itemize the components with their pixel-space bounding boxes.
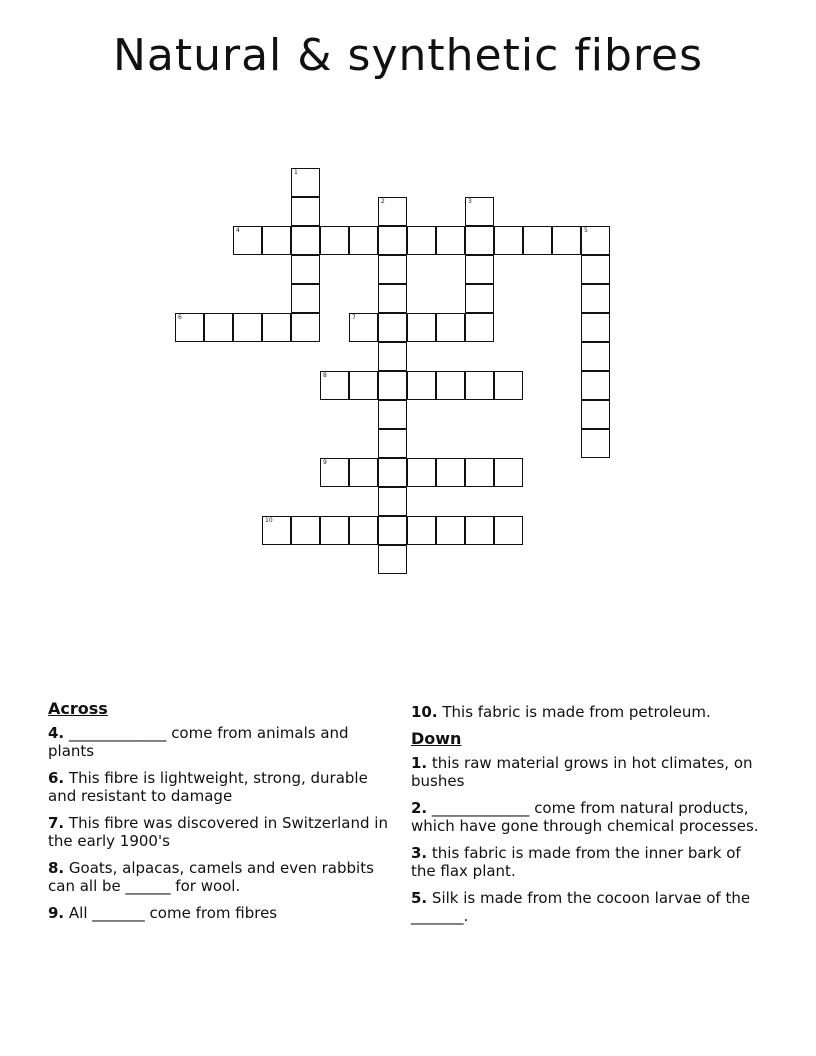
clues-across-column	[48, 700, 393, 931]
crossword-cell[interactable]	[175, 313, 204, 342]
crossword-cell[interactable]	[233, 226, 262, 255]
crossword-cell[interactable]	[291, 313, 320, 342]
cell-number: 6	[178, 314, 182, 321]
crossword-cell[interactable]	[581, 400, 610, 429]
crossword-cell[interactable]	[378, 516, 407, 545]
crossword-cell[interactable]	[262, 516, 291, 545]
cell-number: 2	[381, 198, 385, 205]
crossword-cell[interactable]	[494, 371, 523, 400]
crossword-cell[interactable]	[262, 313, 291, 342]
cell-number: 1	[294, 169, 298, 176]
page-title: Natural & synthetic fibres	[112, 30, 704, 81]
crossword-cell[interactable]	[378, 371, 407, 400]
crossword-cell[interactable]	[407, 226, 436, 255]
cell-number: 5	[584, 227, 588, 234]
crossword-cell[interactable]	[436, 458, 465, 487]
crossword-cell[interactable]	[378, 197, 407, 226]
crossword-cell[interactable]	[465, 516, 494, 545]
crossword-cell[interactable]	[465, 255, 494, 284]
crossword-cell[interactable]	[523, 226, 552, 255]
crossword-cell[interactable]	[436, 313, 465, 342]
cell-number: 4	[236, 227, 240, 234]
crossword-cell[interactable]	[465, 371, 494, 400]
clue-across-6: 6. This fibre is lightweight, strong, durable and resistant to damage	[48, 769, 368, 805]
crossword-cell[interactable]	[581, 255, 610, 284]
clue-down-1: 1. this raw material grows in hot climates, on bushes	[411, 754, 753, 790]
crossword-cell[interactable]	[581, 313, 610, 342]
crossword-cell[interactable]	[378, 255, 407, 284]
crossword-cell[interactable]	[291, 284, 320, 313]
cell-number: 10	[265, 517, 273, 524]
crossword-cell[interactable]	[465, 226, 494, 255]
crossword-cell[interactable]	[378, 284, 407, 313]
down-heading: Down	[411, 729, 462, 748]
cell-number: 8	[323, 372, 327, 379]
clue-across-10: 10. This fabric is made from petroleum.	[411, 703, 711, 721]
clue-across-4: 4. _____________ come from animals and plants	[48, 724, 349, 760]
crossword-cell[interactable]	[581, 429, 610, 458]
crossword-cell[interactable]	[320, 371, 349, 400]
crossword-cell[interactable]	[436, 371, 465, 400]
crossword-cell[interactable]	[320, 516, 349, 545]
crossword-cell[interactable]	[204, 313, 233, 342]
crossword-cell[interactable]	[320, 226, 349, 255]
clue-across-8: 8. Goats, alpacas, camels and even rabbits can all be ______ for wool.	[48, 859, 374, 895]
crossword-cell[interactable]	[349, 313, 378, 342]
clues-down-column	[411, 703, 761, 934]
crossword-cell[interactable]	[581, 342, 610, 371]
crossword-cell[interactable]	[378, 545, 407, 574]
crossword-cell[interactable]	[436, 516, 465, 545]
clue-down-2: 2. _____________ come from natural products, which have gone through chemical processes.	[411, 799, 759, 835]
crossword-cell[interactable]	[378, 458, 407, 487]
crossword-cell[interactable]	[494, 226, 523, 255]
crossword-cell[interactable]	[378, 226, 407, 255]
crossword-cell[interactable]	[291, 226, 320, 255]
crossword-cell[interactable]	[407, 371, 436, 400]
crossword-cell[interactable]	[320, 458, 349, 487]
crossword-cell[interactable]	[378, 400, 407, 429]
crossword-cell[interactable]	[465, 458, 494, 487]
crossword-cell[interactable]	[436, 226, 465, 255]
clue-across-9: 9. All _______ come from fibres	[48, 904, 278, 922]
crossword-cell[interactable]	[407, 313, 436, 342]
crossword-cell[interactable]	[581, 284, 610, 313]
crossword-cell[interactable]	[407, 516, 436, 545]
crossword-cell[interactable]	[291, 255, 320, 284]
crossword-cell[interactable]	[494, 516, 523, 545]
crossword-cell[interactable]	[262, 226, 291, 255]
crossword-cell[interactable]	[291, 516, 320, 545]
crossword-cell[interactable]	[465, 197, 494, 226]
crossword-cell[interactable]	[465, 313, 494, 342]
crossword-cell[interactable]	[378, 429, 407, 458]
clue-down-3: 3. this fabric is made from the inner bark of the flax plant.	[411, 844, 741, 880]
clue-across-7: 7. This fibre was discovered in Switzerland in the early 1900's	[48, 814, 388, 850]
crossword-cell[interactable]	[465, 284, 494, 313]
crossword-cell[interactable]	[407, 458, 436, 487]
cell-number: 7	[352, 314, 356, 321]
crossword-cell[interactable]	[552, 226, 581, 255]
clue-down-5: 5. Silk is made from the cocoon larvae of the _______.	[411, 889, 751, 925]
crossword-cell[interactable]	[349, 516, 378, 545]
crossword-cell[interactable]	[349, 371, 378, 400]
crossword-cell[interactable]	[378, 342, 407, 371]
crossword-cell[interactable]	[349, 458, 378, 487]
cell-number: 9	[323, 459, 327, 466]
crossword-cell[interactable]	[581, 371, 610, 400]
crossword-cell[interactable]	[378, 487, 407, 516]
crossword-cell[interactable]	[291, 197, 320, 226]
crossword-cell[interactable]	[581, 226, 610, 255]
across-heading: Across	[48, 699, 108, 718]
crossword-cell[interactable]	[291, 168, 320, 197]
crossword-cell[interactable]	[378, 313, 407, 342]
cell-number: 3	[468, 198, 472, 205]
crossword-cell[interactable]	[233, 313, 262, 342]
crossword-cell[interactable]	[349, 226, 378, 255]
crossword-cell[interactable]	[494, 458, 523, 487]
